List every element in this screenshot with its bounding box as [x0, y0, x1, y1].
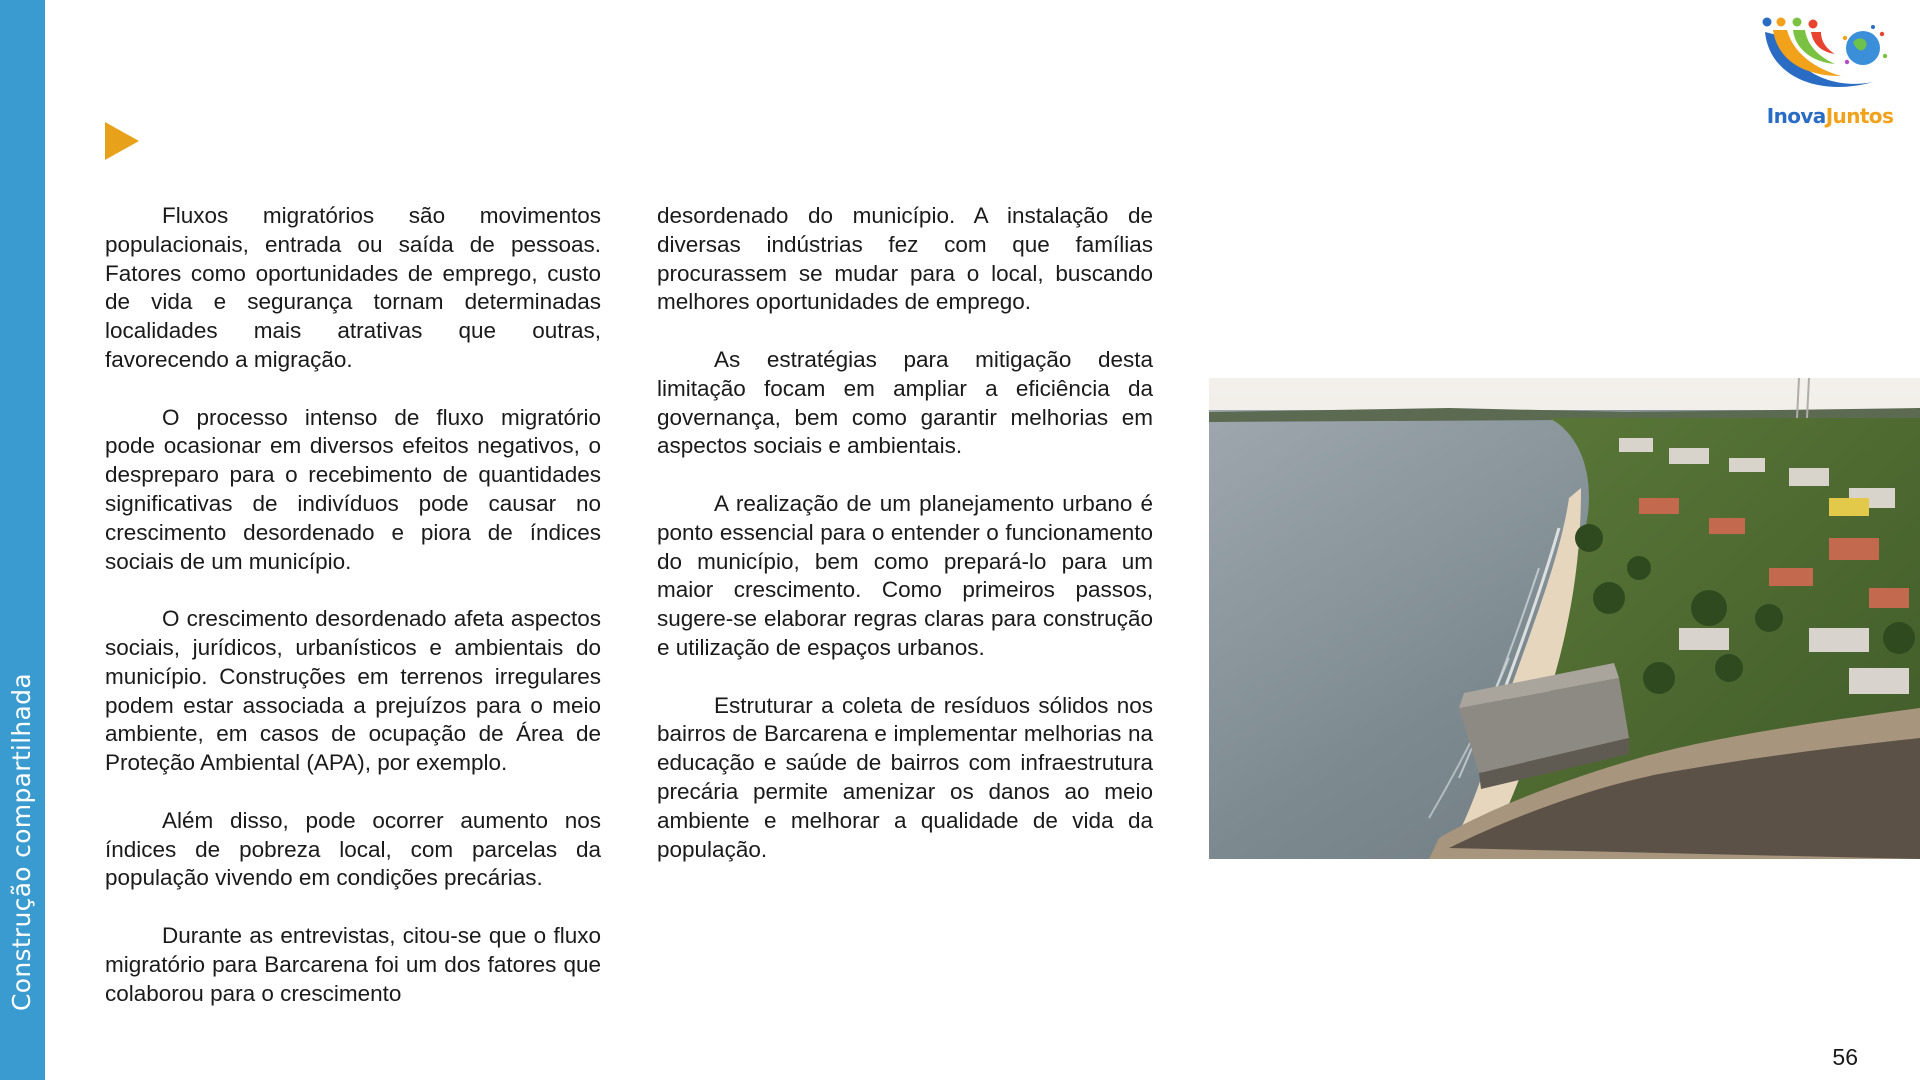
- arrow-marker-icon: [105, 122, 139, 160]
- paragraph: Fluxos migratórios são movimentos populacionais, entrada ou saída de pessoas. Fatores como oportunidades de emprego, custo de vida e segurança tornam determinadas localidades mais atrativas que outras, favorecendo a migração.: [105, 203, 601, 372]
- logo-wordmark: InovaJuntos: [1766, 104, 1894, 128]
- paragraph: Durante as entrevistas, citou-se que o fluxo migratório para Barcarena foi um dos fatores que colaborou para o crescimento: [105, 922, 601, 1006]
- paragraph: desordenado do município. A instalação de diversas indústrias fez com que famílias procurassem se mudar para o local, buscando melhores oportunidades de emprego.: [657, 203, 1153, 315]
- page-number: 56: [1832, 1044, 1858, 1070]
- paragraph: Além disso, pode ocorrer aumento nos índices de pobreza local, com parcelas da população vivendo em condições precárias.: [105, 807, 601, 891]
- paragraph: As estratégias para mitigação desta limitação focam em ampliar a eficiência da governança, bem como garantir melhorias em aspectos sociais e ambientais.: [657, 346, 1153, 459]
- aerial-coast-photo: [1209, 378, 1920, 859]
- paragraph: A realização de um planejamento urbano é ponto essencial para o entender o funcionamento do município, bem como prepará-lo para um maior crescimento. Como primeiros passos, sugere-se elaborar regras claras para construção e utilização de espaços urbanos.: [657, 490, 1153, 660]
- inova-juntos-logo: [1755, 12, 1905, 137]
- paragraph: Estruturar a coleta de resíduos sólidos nos bairros de Barcarena e implementar melhorias na educação e saúde de bairros com infraestrutura precária permite amenizar os danos ao meio ambiente e melhorar a qualidade de vida da população.: [657, 692, 1153, 862]
- paragraph: O crescimento desordenado afeta aspectos sociais, jurídicos, urbanísticos e ambientais do município. Construções em terrenos irregulares podem estar associada a prejuízos para o meio ambiente, em casos de ocupação de Área de Proteção Ambiental (APA), por exemplo.: [105, 606, 601, 776]
- paragraph: O processo intenso de fluxo migratório pode ocasionar em diversos efeitos negativos, o despreparo para o recebimento de quantidades significativas de indivíduos pode causar no crescimento desordenado e piora de índices sociais de um município.: [105, 404, 601, 574]
- text-column-right: [657, 202, 1153, 893]
- section-title-vertical: Construção compartilhada: [7, 673, 36, 1011]
- logo-graphic: [1755, 12, 1905, 107]
- text-column-left: [105, 202, 601, 1037]
